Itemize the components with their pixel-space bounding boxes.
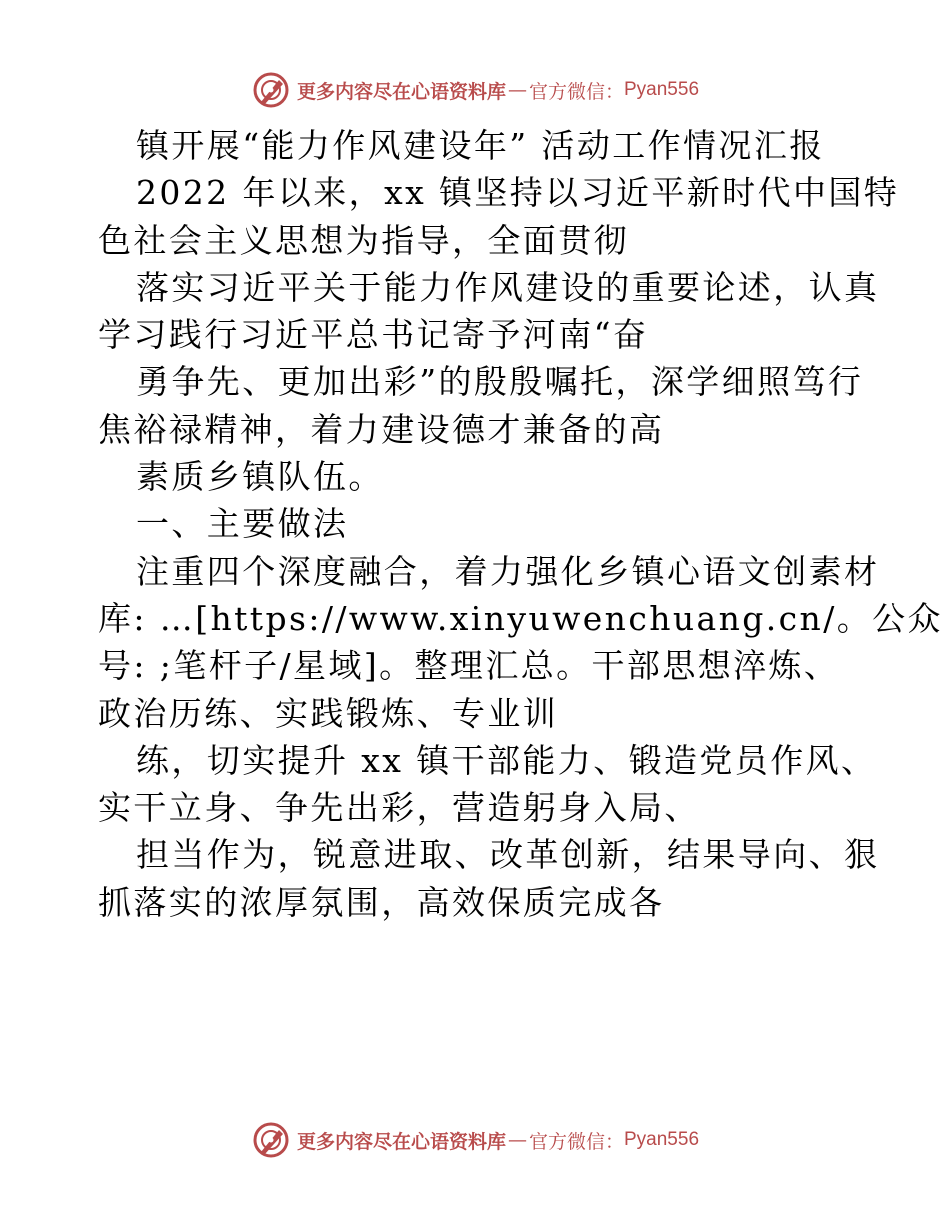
paragraph-line: 抓落实的浓厚氛围，高效保质完成各 (98, 882, 665, 922)
paragraph-line: 号: ;笔杆子/星域]。整理汇总。干部思想淬炼、 (98, 646, 840, 686)
paragraph-line: 焦裕禄精神，着力建设德才兼备的高 (98, 409, 665, 449)
paragraph-line: 2022 年以来，xx 镇坚持以习近平新时代中国特 (136, 173, 900, 213)
paragraph-line: 练，切实提升 xx 镇干部能力、锻造党员作风、 (136, 740, 877, 780)
wechat-label: 官方微信： (528, 1130, 624, 1153)
paragraph-line: 素质乡镇队伍。 (136, 457, 384, 497)
paragraph-line: 担当作为，锐意进取、改革创新，结果导向、狠 (136, 835, 880, 875)
pen-logo-icon (251, 70, 291, 110)
paragraph-line: 学习践行习近平总书记寄予河南“奋 (98, 315, 649, 355)
paragraph-line: 实干立身、争先出彩，营造躬身入局、 (98, 788, 700, 828)
footer-banner (0, 1118, 950, 1162)
paragraph-line: 库: …[https://www.xinyuwenchuang.cn/。公众 (98, 598, 943, 638)
paragraph-line: 勇争先、更加出彩”的殷殷嘱托，深学细照笃行 (136, 362, 864, 402)
banner-text: 更多内容尽在心语资料库 (296, 80, 506, 103)
banner-text: 更多内容尽在心语资料库 (296, 1130, 506, 1153)
wechat-id: Pyan556 (624, 79, 700, 100)
banner-separator: — (507, 1129, 527, 1151)
paragraph-line: 政治历练、实践锻炼、专业训 (98, 693, 559, 733)
paragraph-line: 注重四个深度融合，着力强化乡镇心语文创素材 (136, 551, 880, 591)
banner-separator: — (507, 79, 527, 101)
document-title: 镇开展“能力作风建设年” 活动工作情况汇报 (136, 126, 825, 165)
section-heading: 一、主要做法 (136, 504, 349, 544)
header-banner (0, 68, 950, 112)
pen-logo-icon (251, 1120, 291, 1160)
wechat-label: 官方微信： (528, 80, 624, 103)
document-body (98, 122, 943, 926)
paragraph-line: 色社会主义思想为指导，全面贯彻 (98, 220, 629, 260)
wechat-id: Pyan556 (624, 1129, 700, 1150)
paragraph-line: 落实习近平关于能力作风建设的重要论述，认真 (136, 267, 880, 307)
